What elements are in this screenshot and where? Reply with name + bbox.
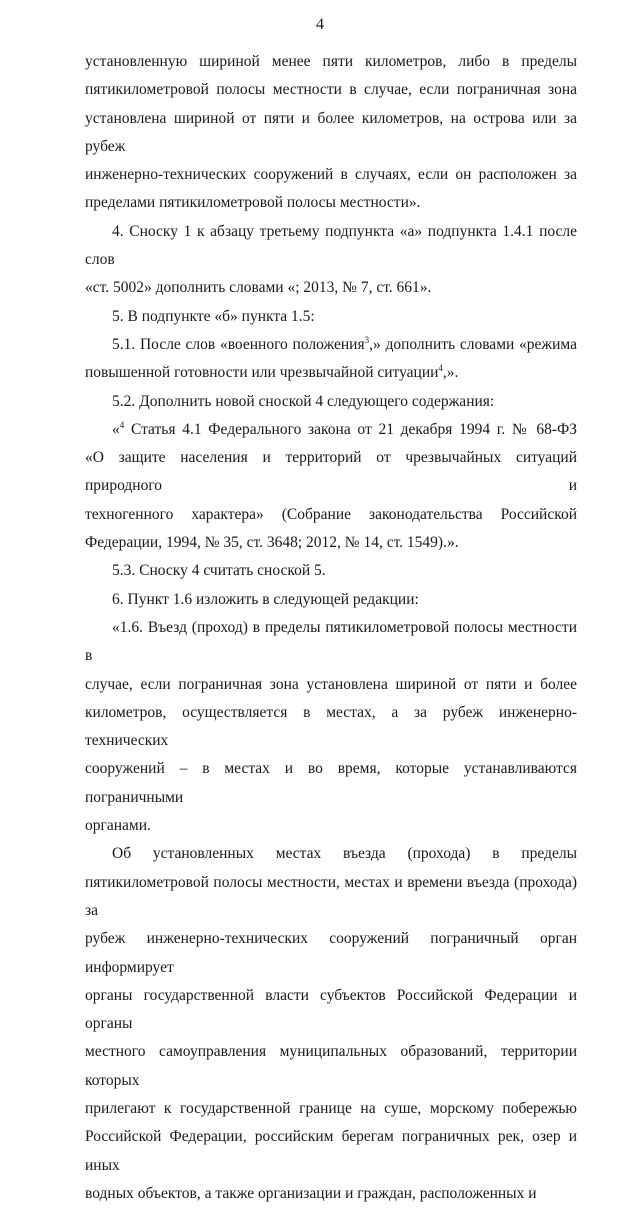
text-line: Федерации, 1994, № 35, ст. 3648; 2012, № 14, ст. 1549).».	[85, 534, 459, 552]
text-line: 5.1. После слов «военного положения$^3$,» дополнить словами «режима	[112, 334, 577, 353]
text-line: километров, осуществляется в местах, а за рубеж инженерно-технических	[85, 703, 577, 750]
text-line: пятикилометровой полосы местности, местах и времени въезда (прохода) за	[85, 873, 577, 919]
footnote-marker: 4	[119, 419, 125, 430]
text-line: «О защите населения и территорий от чрезвычайных ситуаций природного и	[85, 449, 577, 495]
page-number: 4	[316, 16, 324, 33]
text-line: Российской Федерации, российским берегам пограничных рек, озер и иных	[85, 1128, 577, 1174]
text-line: Об установленных местах въезда (прохода) в пределы	[112, 845, 577, 863]
text-line: сооружений – в местах и во время, которые устанавливаются пограничными	[85, 760, 577, 806]
text-line: 5.2. Дополнить новой сноской 4 следующего содержания:	[112, 392, 495, 410]
text-line: пределами пятикилометровой полосы местности».	[85, 194, 421, 212]
text-line: «1.6. Въезд (проход) в пределы пятикилометровой полосы местности в	[85, 618, 577, 665]
footnote-marker: 3	[364, 334, 370, 345]
text-line: техногенного характера» (Собрание законодательства Российской	[85, 505, 577, 523]
text-line: повышенной готовности или чрезвычайной ситуации$^4$,».	[85, 363, 459, 382]
text-line: органы государственной власти субъектов Российской Федерации и органы	[85, 986, 577, 1033]
text-line: органами.	[85, 817, 151, 835]
text-line: местного самоуправления муниципальных образований, территории которых	[85, 1043, 577, 1089]
text-line: случае, если пограничная зона установлена шириной от пяти и более	[85, 675, 577, 693]
text-line: рубеж инженерно-технических сооружений пограничный орган информирует	[85, 930, 577, 976]
text-line: 5.3. Сноску 4 считать сноской 5.	[112, 562, 326, 580]
footnote-marker: 4	[438, 363, 443, 374]
text-line: водных объектов, а также организации и граждан, расположенных и	[85, 1184, 537, 1202]
text-line: «$^4$ Статья 4.1 Федерального закона от 21 декабря 1994 г. № 68-ФЗ	[112, 419, 577, 438]
document-body	[85, 48, 577, 1208]
text-line: инженерно-технических сооружений в случаях, если он расположен за	[85, 166, 577, 184]
text-line: установленную шириной менее пяти километров, либо в пределы	[85, 53, 577, 70]
text-line: прилегают к государственной границе на суше, морскому побережью	[85, 1099, 577, 1117]
text-line: «ст. 5002» дополнить словами «; 2013, № 7, ст. 661».	[85, 279, 432, 297]
text-line: 4. Сноску 1 к абзацу третьему подпункта «а» подпункта 1.4.1 после слов	[85, 222, 577, 269]
text-line: пятикилометровой полосы местности в случае, если пограничная зона	[85, 81, 577, 99]
text-line: установлена шириной от пяти и более километров, на острова или за рубеж	[85, 109, 577, 155]
text-line: 6. Пункт 1.6 изложить в следующей редакции:	[112, 590, 419, 608]
text-line: 5. В подпункте «б» пункта 1.5:	[112, 307, 315, 325]
